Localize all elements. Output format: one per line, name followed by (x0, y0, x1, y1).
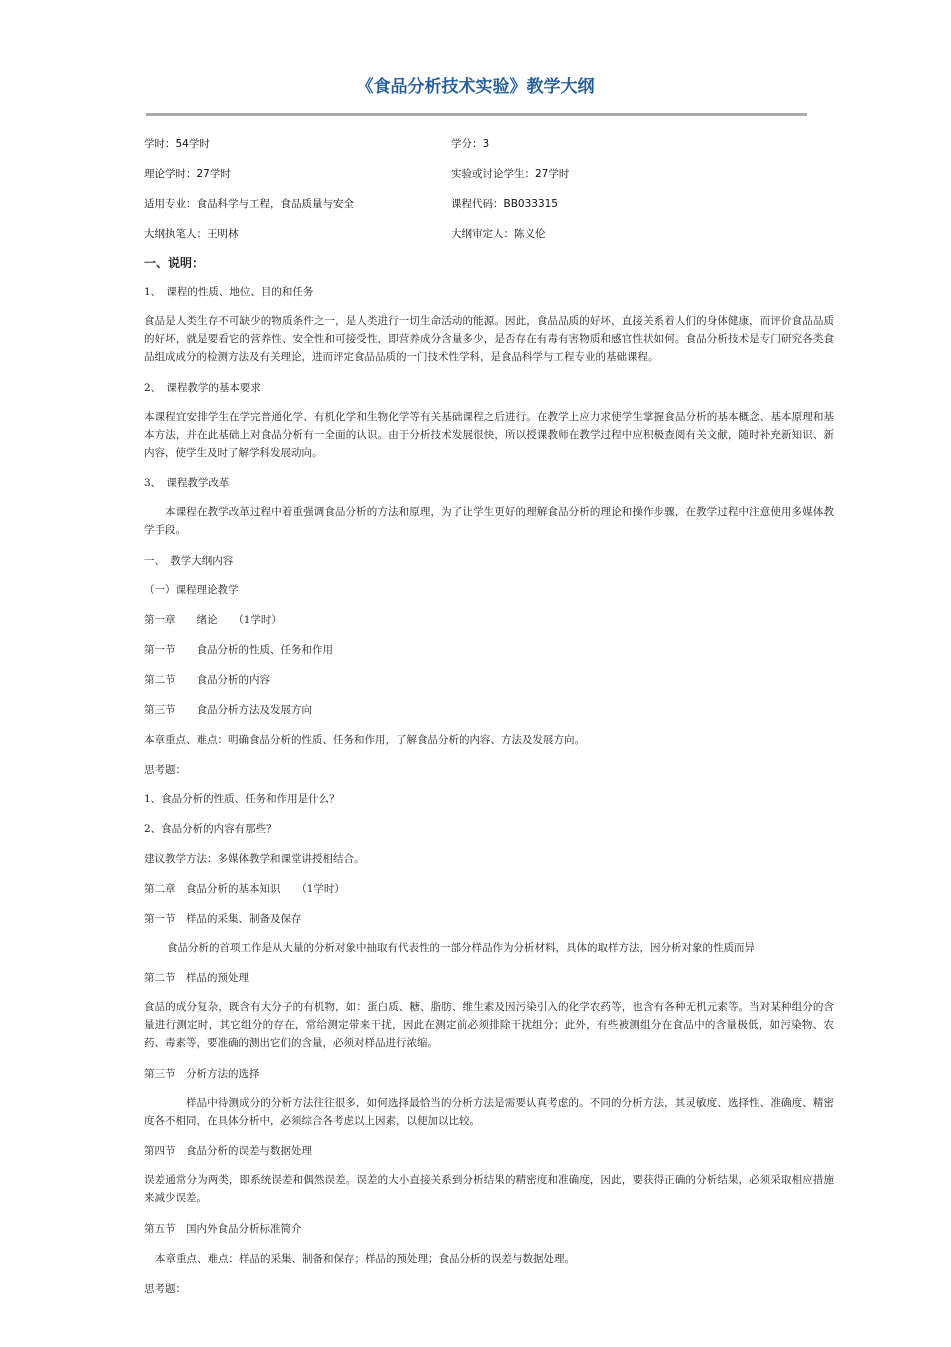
chapter-title: 第二章 食品分析的基本知识 （1学时） (144, 883, 345, 895)
paragraph: 本课程宜安排学生在学完普通化学、有机化学和生物化学等有关基础课程之后进行。在教学上应力求使学生掌握食品分析的基本概念、基本原理和基本方法，并在此基础上对食品分析有一全面的认识。由于分析技术发展很快，所以授课教师在教学过程中应积极查阅有关文献，随时补充新知识、新内容，使学生及时了解学科发展动向。 (144, 411, 834, 459)
meta-hours: 学时：54学时 (144, 138, 210, 150)
document-title: 《食品分析技术实验》教学大纲 (356, 77, 595, 97)
title-divider (146, 113, 807, 116)
meta-author: 大纲执笔人：王明林 (144, 228, 239, 240)
section-title: 第二节 食品分析的内容 (144, 674, 270, 686)
subsection-heading: 3、 课程教学改革 (144, 477, 230, 489)
meta-course-code: 课程代码：BB033315 (451, 198, 558, 210)
subsection-heading: 2、 课程教学的基本要求 (144, 382, 261, 394)
teaching-method: 建议教学方法：多媒体教学和课堂讲授相结合。 (144, 853, 365, 865)
meta-major: 适用专业：食品科学与工程，食品质量与安全 (144, 198, 354, 210)
key-points: 本章重点、难点：明确食品分析的性质、任务和作用，了解食品分析的内容、方法及发展方向。 (144, 734, 585, 746)
meta-theory-hours: 理论学时：27学时 (144, 168, 231, 180)
key-points: 本章重点、难点：样品的采集、制备和保存；样品的预处理；食品分析的误差与数据处理。 (155, 1253, 575, 1265)
section-heading-explanation: 一、说明： (144, 256, 205, 270)
question-item: 1、食品分析的性质、任务和作用是什么？ (144, 793, 340, 805)
meta-credits: 学分：3 (451, 138, 490, 150)
subsection-heading: 1、 课程的性质、地位、目的和任务 (144, 286, 314, 298)
question-item: 2、食品分析的内容有那些？ (144, 823, 277, 835)
questions-label: 思考题： (144, 764, 186, 776)
section-title: 第一节 食品分析的性质、任务和作用 (144, 644, 333, 656)
section-title: 第二节 样品的预处理 (144, 972, 249, 984)
paragraph: 食品分析的首项工作是从大量的分析对象中抽取有代表性的一部分样品作为分析材料，具体的取样方法，因分析对象的性质而异 (167, 942, 755, 954)
section-title: 第四节 食品分析的误差与数据处理 (144, 1145, 312, 1157)
paragraph: 食品是人类生存不可缺少的物质条件之一，是人类进行一切生命活动的能源。因此，食品品质的好坏，直接关系着人们的身体健康，而评价食品品质的好坏，就是要看它的营养性、安全性和可接受性，即营养成分含量多少，是否存在有毒有害物质和感官性状如何。食品分析技术是专门研究各类食品组成成分的检测方法及有关理论，进而评定食品品质的一门技术性学科，是食品科学与工程专业的基础课程。 (144, 315, 834, 363)
paragraph: 食品的成分复杂，既含有大分子的有机物，如：蛋白质、糖、脂肪、维生素及因污染引入的化学农药等，也含有各种无机元素等。当对某种组分的含量进行测定时，其它组分的存在，常给测定带来干扰，因此在测定前必须排除干扰组分；此外，有些被测组分在食品中的含量极低，如污染物、农药、毒素等，要准确的测出它们的含量，必须对样品进行浓缩。 (144, 1001, 834, 1049)
questions-label: 思考题： (144, 1283, 186, 1295)
subsection-heading: （一）课程理论教学 (144, 584, 239, 596)
paragraph: 本课程在教学改革过程中着重强调食品分析的方法和原理，为了让学生更好的理解食品分析的理论和操作步骤，在教学过程中注意使用多媒体教学手段。 (144, 506, 834, 536)
paragraph: 误差通常分为两类，即系统误差和偶然误差。误差的大小直接关系到分析结果的精密度和准确度，因此，要获得正确的分析结果，必须采取相应措施来减少误差。 (144, 1174, 834, 1204)
section-title: 第三节 分析方法的选择 (144, 1068, 260, 1080)
meta-reviewer: 大纲审定人：陈义伦 (451, 228, 546, 240)
chapter-title: 第一章 绪论 （1学时） (144, 614, 282, 626)
section-title: 第五节 国内外食品分析标准简介 (144, 1223, 302, 1235)
section-title: 第三节 食品分析方法及发展方向 (144, 704, 312, 716)
paragraph: 样品中待测成分的分析方法往往很多，如何选择最恰当的分析方法是需要认真考虑的。不同的分析方法，其灵敏度、选择性、准确度、精密度各不相同，在具体分析中，必须综合各考虑以上因素，以便加以比较。 (144, 1097, 834, 1127)
meta-lab-hours: 实验或讨论学生：27学时 (451, 168, 570, 180)
section-heading-content: 一、 教学大纲内容 (144, 555, 234, 567)
section-title: 第一节 样品的采集、制备及保存 (144, 913, 302, 925)
